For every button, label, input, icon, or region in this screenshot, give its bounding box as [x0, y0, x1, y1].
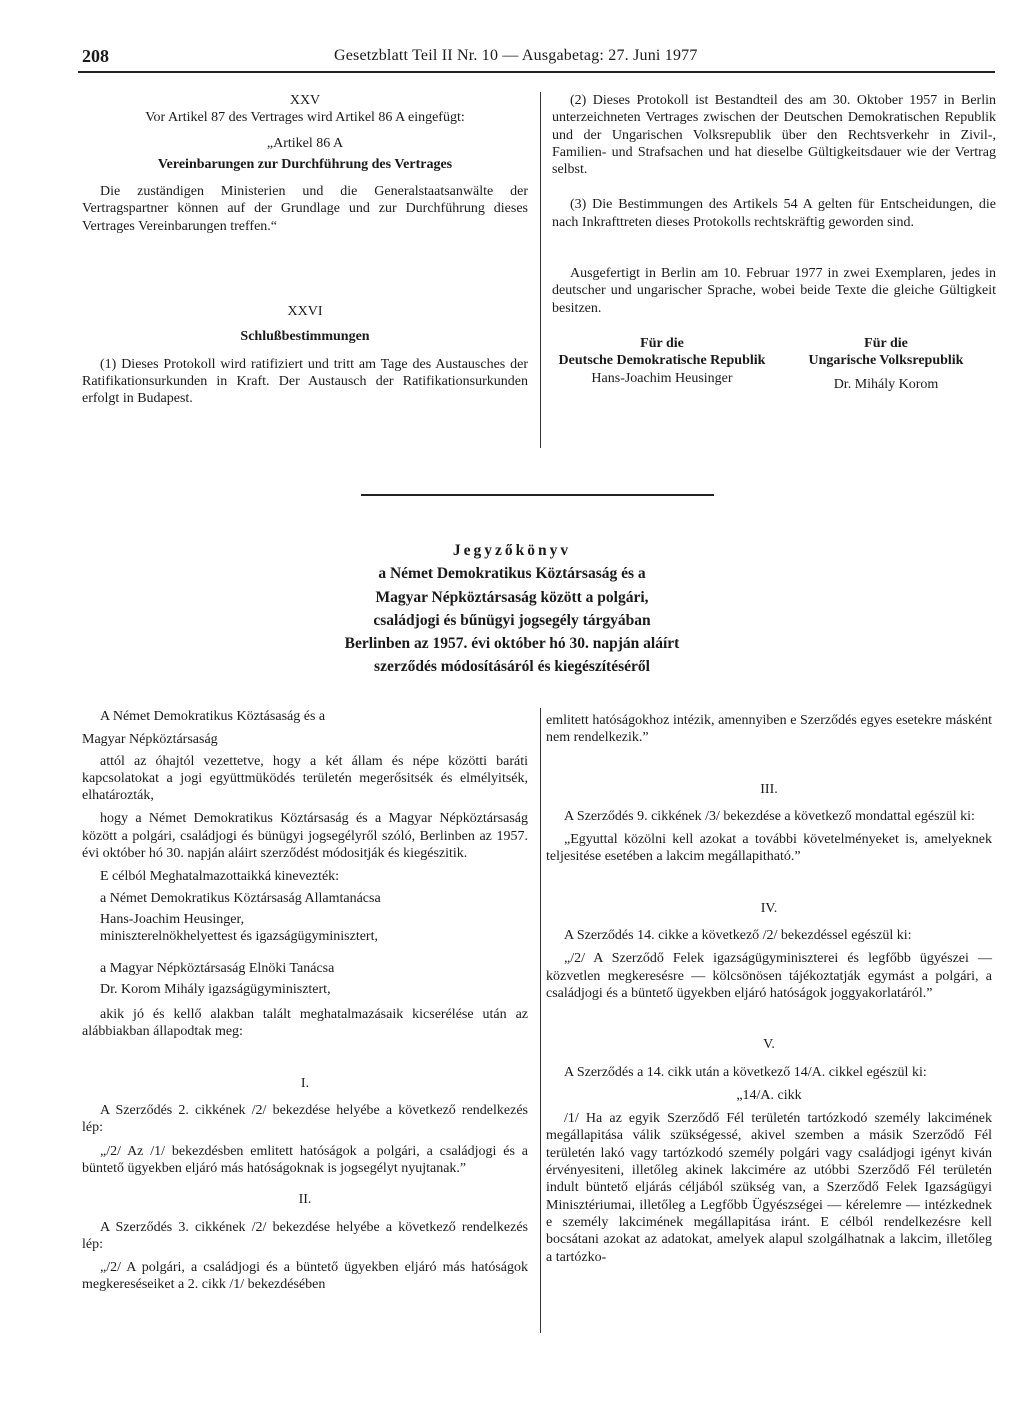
upper-right-column — [552, 92, 996, 393]
signature-block — [552, 335, 996, 393]
section-v-text: A Szerződés a 14. cikk után a következő 14/A. cikkel egészül ki: — [564, 1064, 927, 1080]
signature-hungary-for: Für die — [864, 335, 908, 351]
signature-gdr-state: Deutsche Demokratische Republik — [558, 353, 766, 369]
protocol-title-line-4: családjogi és bűnügyi jogsegély tárgyában — [373, 611, 651, 629]
lower-right-column — [546, 712, 992, 1266]
article-xxvi-paragraph-3: (3) Die Bestimmungen des Artikels 54 A gelten für Entscheidungen, die nach Inkrafttreten dieses Protokolls rechtskräftig geworden sind. — [552, 197, 996, 230]
section-iv-text: A Szerződés 14. cikke a következő /2/ bekezdéssel egészül ki: — [564, 928, 912, 944]
column-divider-upper — [540, 92, 541, 448]
section-number-i: I. — [300, 1075, 310, 1091]
signature-hungary-state: Ungarische Volksrepublik — [808, 353, 964, 369]
lower-left-column — [82, 708, 528, 1294]
article-number-xxv: XXV — [289, 93, 321, 108]
signature-gdr-for: Für die — [640, 335, 684, 351]
section-number-ii: II. — [298, 1192, 312, 1208]
article-14a-heading: „14/A. cikk — [736, 1087, 802, 1103]
signature-gdr — [552, 335, 772, 393]
section-iii-text: A Szerződés 9. cikkének /3/ bekezdése a következő mondattal egészül ki: — [564, 808, 975, 824]
running-header: Gesetzblatt Teil II Nr. 10 — Ausgabetag: 27. Juni 1977 — [334, 47, 698, 64]
done-at-clause: Ausgefertigt in Berlin am 10. Februar 1977 in zwei Exemplaren, jedes in deutscher und ungarischer Sprache, wobei beide Texte die gleiche Gültigkeit besitzen. — [552, 266, 996, 316]
protocol-title-line-1: Jegyzőkönyv — [452, 542, 572, 559]
signature-hungary — [776, 335, 996, 393]
article-xxvi-paragraph-2: (2) Dieses Protokoll ist Bestandteil des am 30. Oktober 1957 in Berlin unterzeichneten Vertrages zwischen der Deutschen Demokratischen Republik und der Ungarischen Volksrepublik über den Rechtsverkehr in Zivil-, Familien- und Strafsachen und hat dieselbe Gültigkeitsdauer wie der Vertrag selbst. — [552, 93, 996, 178]
article-xxvi-paragraph-1: (1) Dieses Protokoll wird ratifiziert und tritt am Tage des Austausches der Ratifikationsurkunden in Kraft. Der Austausch der Ratifikationsurkunden erfolgt in Budapest. — [82, 356, 528, 407]
plenipotentiaries-intro: E célból Meghatalmazottaikká kinevezték: — [100, 869, 340, 885]
article-xxv-intro: Vor Artikel 87 des Vertrages wird Artikel 86 A eingefügt: — [145, 110, 465, 126]
signature-gdr-name: Hans-Joachim Heusinger — [591, 370, 733, 386]
plenipotentiary-hu-body: a Magyar Népköztársaság Elnöki Tanácsa — [100, 960, 335, 976]
protocol-title-line-6: szerződés módosításáról és kiegészítéséről — [374, 658, 650, 676]
plenipotentiary-hu-name: Dr. Korom Mihály igazságügyminisztert, — [100, 981, 331, 997]
section-number-iv: IV. — [760, 900, 778, 916]
header-rule — [78, 71, 995, 73]
protocol-title-line-2: a Német Demokratikus Köztársaság és a — [378, 565, 646, 583]
article-86a-heading: „Artikel 86 A — [266, 135, 344, 151]
party-1: A Német Demokratikus Köztásaság és a — [100, 709, 326, 724]
signature-hungary-name: Dr. Mihály Korom — [833, 376, 939, 392]
column-divider-lower — [540, 708, 541, 1333]
plenipotentiary-gdr-name: Hans-Joachim Heusinger, — [100, 911, 245, 927]
article-14a-paragraph-1: /1/ Ha az egyik Szerződő Fél területén tartózkodó személy lakcimének megállapitása válik szükségessé, akivel szemben a másik Szerződő Fél területén lakó vagy tartózkodó személy polgári vagy családjogi igényt kiván érvényesiteni, illetőleg akinek lakcimére az utóbbi Szerződő Fél területén indult büntető eljárás céljából szükség van, a Szerződő Felek Igazságügyi Minisztériumai, illetőleg a Legfőbb Ügyészségei — kérelemre — intézkednek e személy lakcimének megállapitása iránt. E célból rendelkezésre kell bocsátani azokat az adatokat, amelyek alapul szolgálhatnak a lakcim, illetőleg a tartózko- — [546, 1111, 992, 1265]
agreement-clause: akik jó és kellő alakban talált meghatalmazásaik kicserélése után az alábbiakban állapodtak meg: — [82, 1007, 528, 1040]
preamble-paragraph-2: hogy a Német Demokratikus Köztársaság és a Magyar Népköztársaság között a polgári, családjogi és bünügyi jogsegélyről szóló, Berlinben az 1957. évi október hó 30. napján aláirt szerződést módositják és kiegészitik. — [82, 811, 528, 862]
section-ii-quote: „/2/ A polgári, a családjogi és a büntető ügyekben eljáró más hatóságok megkereséseiket a 2. cikk /1/ bekezdésében — [82, 1260, 528, 1293]
section-iii-quote: „Egyuttal közölni kell azokat a további követelményeket is, amelyeknek teljesitése esetében a lakcim megállapitható.” — [546, 832, 992, 865]
article-86a-text: Die zuständigen Ministerien und die Generalstaatsanwälte der Vertragspartner können auf der Grundlage und zur Durchführung dieses Vertrages Vereinbarungen treffen.“ — [82, 184, 528, 234]
section-i-quote: „/2/ Az /1/ bekezdésben emlitett hatóságok a polgári, a családjogi és a büntető ügyekben eljáró más hatóságoknak is jogsegélyt nyujtanak.” — [82, 1143, 528, 1176]
section-iv-quote: „/2/ A Szerződő Felek igazságügyminiszterei és legfőbb ügyészei — közvetlen megkeresésre — kölcsönösen tájékoztatják egymást a polgári, a családjogi és a büntető ügyekben eljáró hatóságok joggyakorlatáról.” — [546, 951, 992, 1001]
article-number-xxvi: XXVI — [287, 304, 323, 320]
plenipotentiary-gdr-body: a Német Demokratikus Köztársaság Allamtanácsa — [100, 890, 381, 906]
article-86a-title: Vereinbarungen zur Durchführung des Vertrages — [157, 156, 453, 172]
page-number: 208 — [82, 46, 109, 66]
protocol-title-line-5: Berlinben az 1957. évi október hó 30. napján aláírt — [344, 635, 680, 653]
section-number-v: V. — [763, 1037, 775, 1053]
upper-left-column — [82, 92, 528, 408]
party-2: Magyar Népköztársaság — [82, 732, 218, 748]
section-number-iii: III. — [760, 781, 778, 797]
protocol-title — [300, 539, 724, 679]
plenipotentiary-gdr-title: miniszterelnökhelyettest és igazságügyminisztert, — [100, 929, 378, 945]
protocol-title-line-3: Magyar Népköztársaság között a polgári, — [375, 588, 649, 606]
preamble-paragraph-1: attól az óhajtól vezettetve, hogy a két állam és népe közötti baráti kapcsolatokat a jogi együttmüködés területén megerősitsék és elmélyitsék, elhatározták, — [82, 753, 528, 804]
section-ii-text: A Szerződés 3. cikkének /2/ bekezdése helyébe a következő rendelkezés lép: — [82, 1219, 528, 1252]
section-separator-rule — [361, 494, 714, 496]
section-ii-continuation: emlitett hatóságokhoz intézik, amennyiben e Szerződés egyes esetekre másként nem rendelkezik.” — [546, 713, 992, 746]
article-xxvi-title: Schlußbestimmungen — [240, 329, 370, 345]
section-i-text: A Szerződés 2. cikkének /2/ bekezdése helyébe a következő rendelkezés lép: — [82, 1103, 528, 1136]
